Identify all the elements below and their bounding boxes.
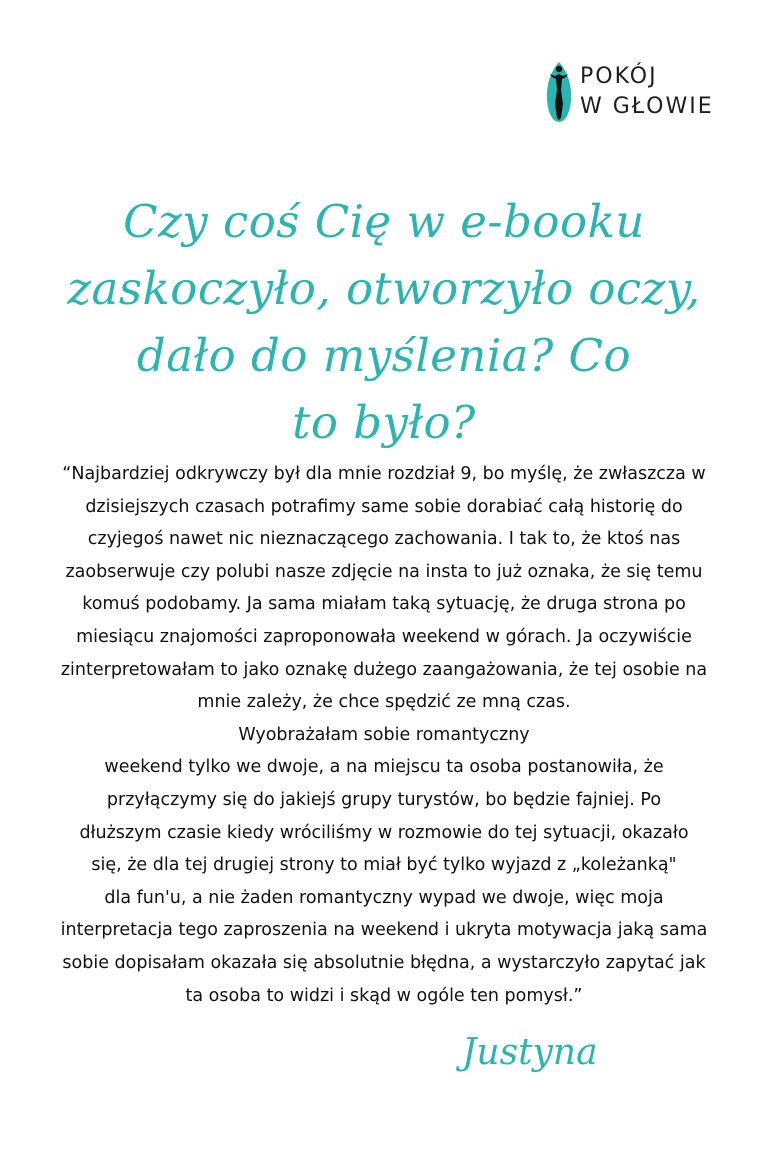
quote-line: zaobserwuje czy polubi nasze zdjęcie na insta to już oznaka, że się temu — [65, 561, 703, 582]
quote-line: weekend tylko we dwoje, a na miejscu ta osoba postanowiła, że — [104, 757, 664, 778]
quote-line: ta osoba to widzi i skąd w ogóle ten pomysł.” — [185, 985, 583, 1006]
brand-line-2: W GŁOWIE — [580, 94, 714, 119]
heading-line: zaskoczyło, otworzyło oczy, — [67, 262, 701, 315]
testimonial-quote — [0, 458, 768, 1012]
brand-line-1: POKÓJ — [580, 64, 658, 89]
quote-line: dla fun'u, a nie żaden romantyczny wypad we dwoje, więc moja — [104, 887, 664, 908]
author-signature: Justyna — [462, 1032, 598, 1073]
quote-line: sobie dopisałam okazała się absolutnie błędna, a wystarczyło zapytać jak — [62, 952, 706, 973]
quote-line: mnie zależy, że chce spędzić ze mną czas. — [197, 692, 571, 713]
quote-line: dłuższym czasie kiedy wróciliśmy w rozmowie do tej sytuacji, okazało — [79, 822, 689, 843]
heading-line: to było? — [292, 396, 476, 449]
quote-line: interpretacja tego zaproszenia na weekend i ukryta motywacja jaką sama — [60, 920, 708, 941]
question-heading — [0, 188, 768, 456]
quote-line: Wyobrażałam sobie romantyczny — [238, 724, 530, 745]
quote-line: dzisiejszych czasach potrafimy same sobie dorabiać całą historię do — [85, 496, 683, 517]
heading-line: Czy coś Cię w e-booku — [123, 195, 645, 248]
quote-line: przyłączymy się do jakiejś grupy turystów, bo będzie fajniej. Po — [106, 789, 662, 810]
brand-wordmark — [580, 62, 714, 122]
quote-line: się, że dla tej drugiej strony to miał być tylko wyjazd z „koleżanką" — [91, 855, 677, 876]
quote-line: komuś podobamy. Ja sama miałam taką sytuację, że druga strona po — [82, 594, 686, 615]
figure-in-drop-icon — [544, 60, 574, 124]
quote-line: czyjegoś nawet nic nieznaczącego zachowania. I tak to, że ktoś nas — [87, 529, 681, 550]
brand-logo — [544, 60, 744, 124]
quote-line: miesiącu znajomości zaproponowała weekend w górach. Ja oczywiście — [76, 626, 692, 647]
quote-line: “Najbardziej odkrywczy był dla mnie rozdział 9, bo myślę, że zwłaszcza w — [62, 464, 706, 484]
heading-line: dało do myślenia? Co — [136, 329, 632, 382]
quote-line: zinterpretowałam to jako oznakę dużego zaangażowania, że tej osobie na — [60, 659, 708, 680]
